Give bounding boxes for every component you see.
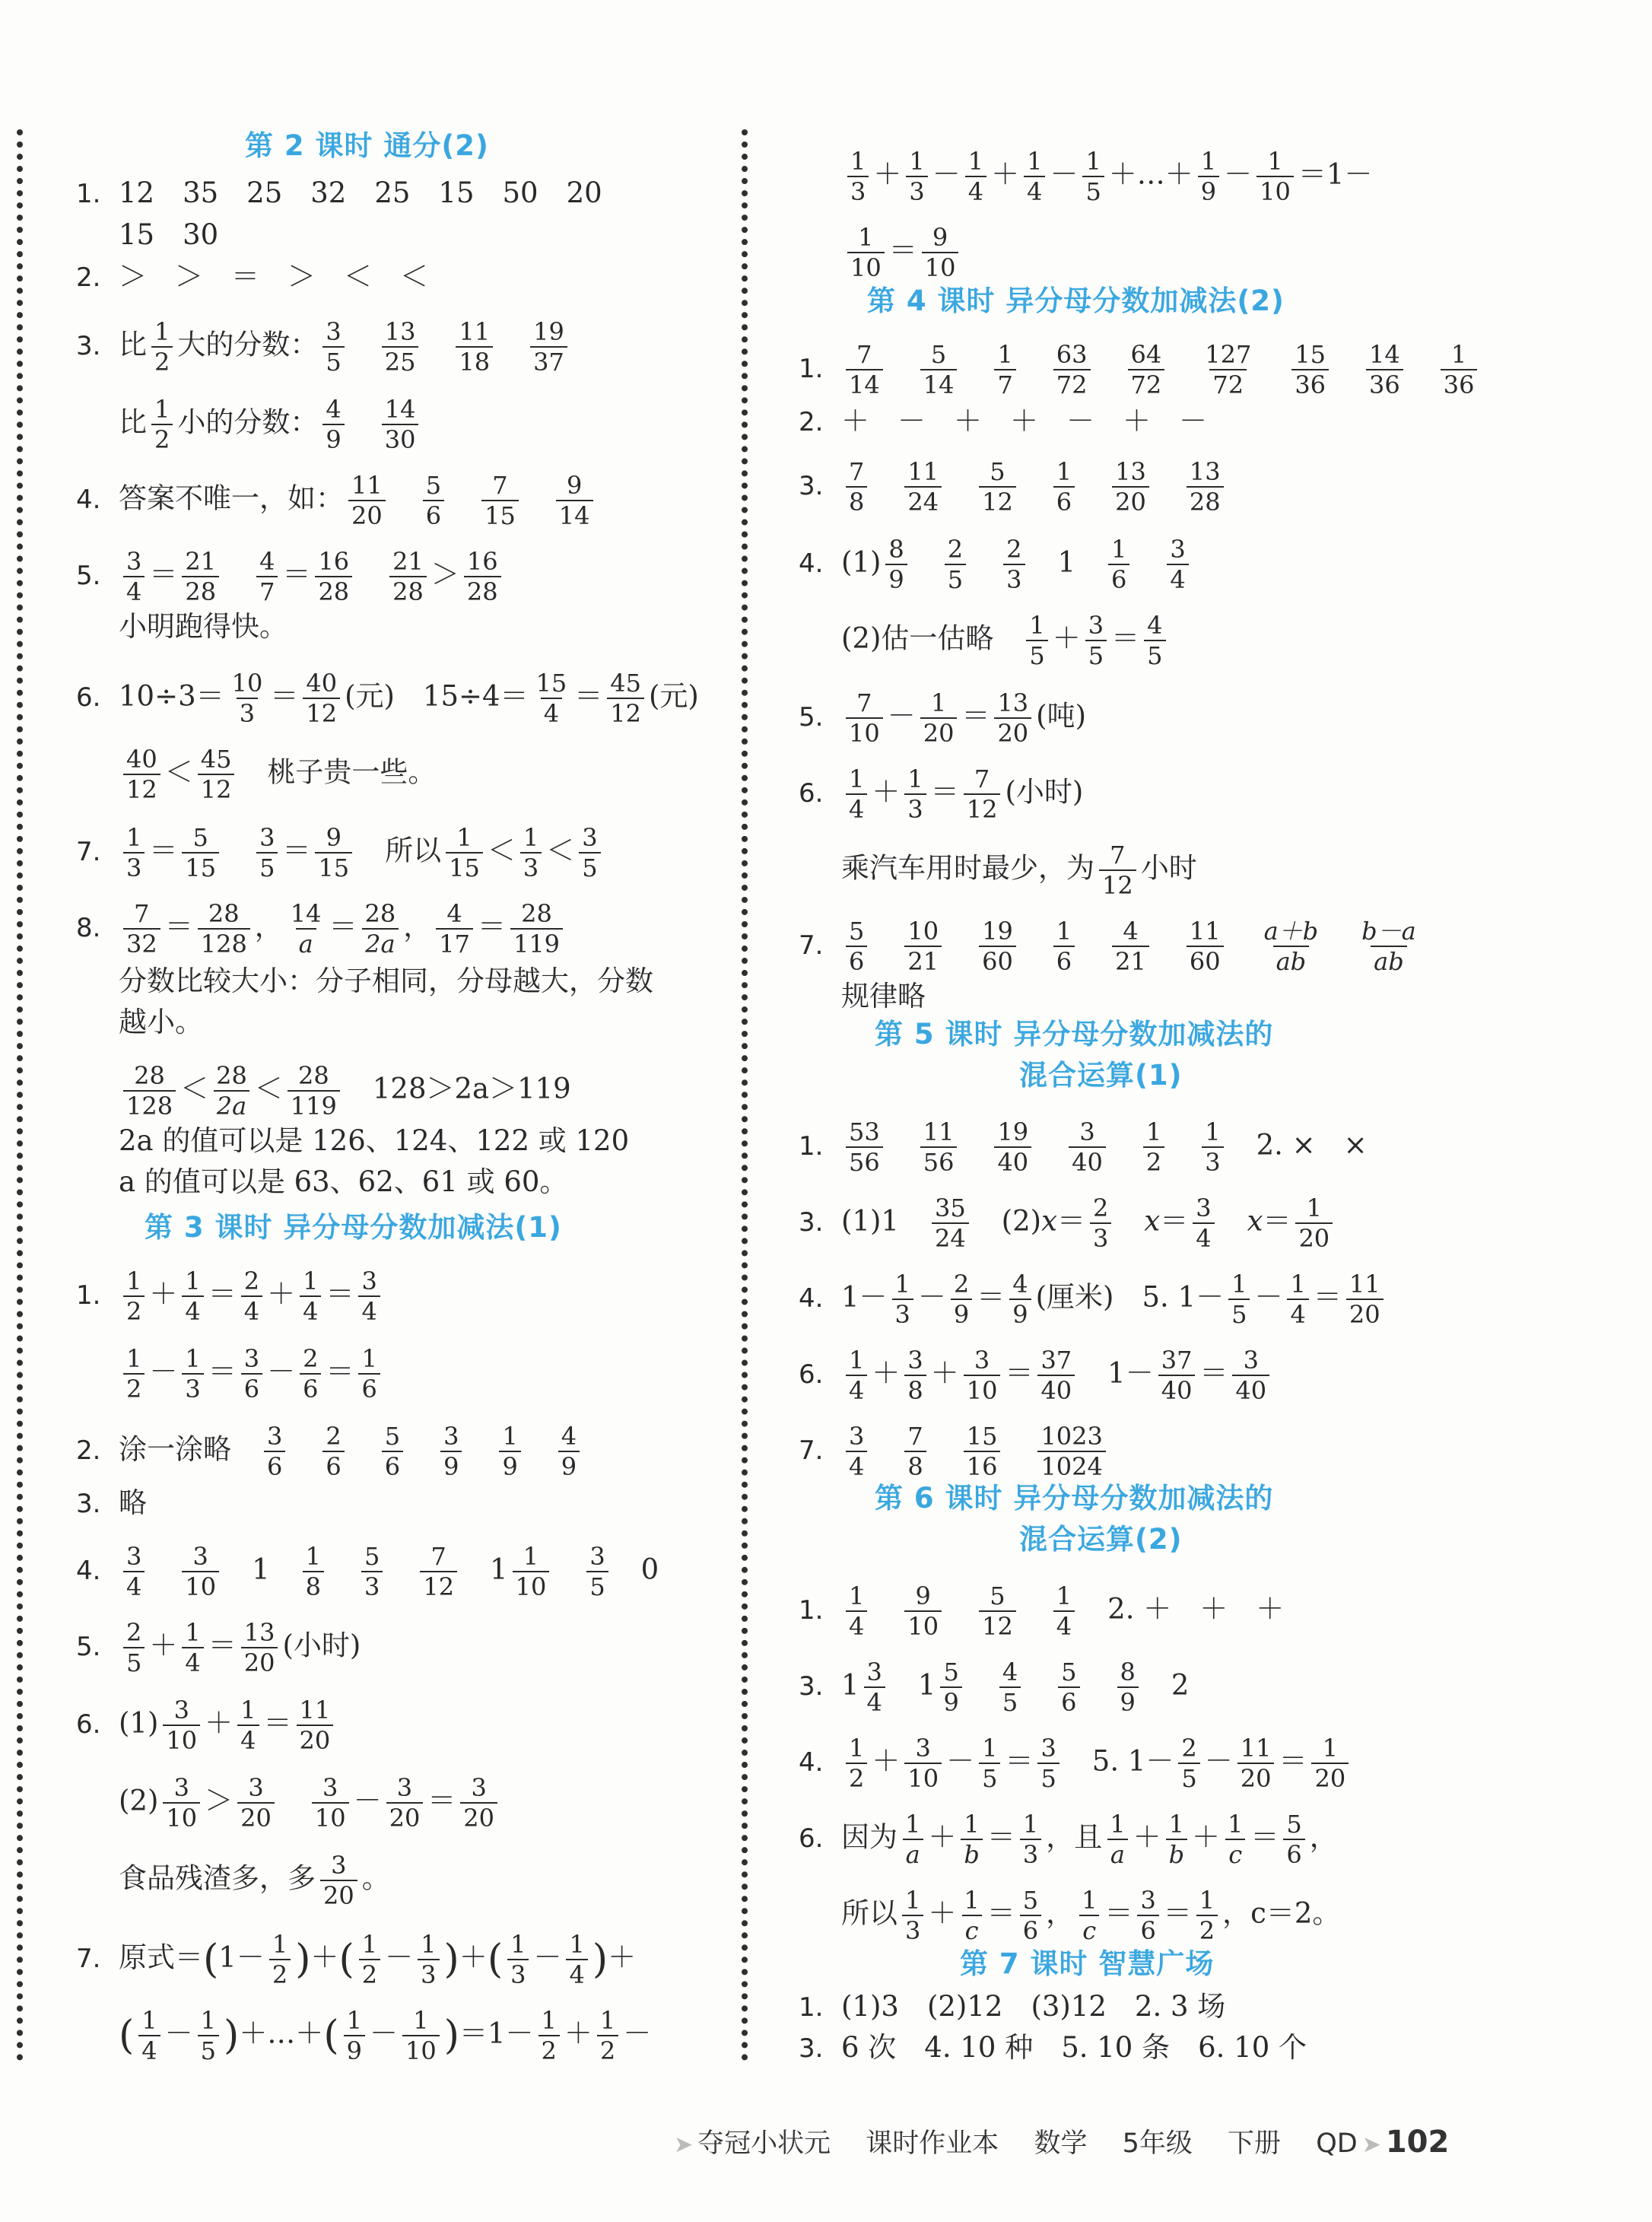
l5-q1: 1. $\frac{53}{56}$ $\frac{11}{56}$ $\frac{19}{40}$ $\frac{3}{40}$ $\frac{1}{2}$ $\frac{1}{3}$ 2. × ×	[799, 1117, 1368, 1177]
l4-q7-b: 规律略	[841, 980, 926, 1012]
left-perforation	[17, 129, 23, 2061]
l3-q5: 5. $\frac{2}{5}$ ＋ $\frac{1}{4}$ ＝ $\frac{13}{20}$ (小时)	[76, 1618, 361, 1677]
l2-q8-rule-cont: 越小。	[119, 1006, 203, 1038]
l4-q1: 1. $\frac{7}{14}$ $\frac{5}{14}$ $\frac{1}{7}$ $\frac{63}{72}$ $\frac{64}{72}$ $\frac{127}{72}$ $\frac{15}{36}$ $\frac{14}{36}$ $\frac{1}{36}$	[799, 342, 1482, 397]
l4-q6: 6. $\frac{1}{4}$ ＋ $\frac{1}{3}$ ＝ $\frac{7}{12}$ (小时)	[799, 765, 1084, 824]
l2-q1-cont: 15 30	[119, 218, 219, 251]
lesson-3-title: 第 3 课时 异分母分数加减法(1)	[145, 1211, 562, 1244]
l2-q8-2a: 2a 的值可以是 126、124、122 或 120	[119, 1124, 630, 1157]
l6-q6-b: 所以 $\frac{1}{3}$ ＋ $\frac{1}{c}$ ＝ $\frac{5}{6}$ ， $\frac{1}{c}$ ＝ $\frac{3}{6}$ ＝ $\frac{1}{2}$ ，c＝2。	[841, 1886, 1341, 1945]
l3-q6: 6. (1) $\frac{3}{10}$ ＋ $\frac{1}{4}$ ＝ $\frac{11}{20}$	[76, 1698, 338, 1753]
l2-q7: 7. $\frac{1}{3}$ ＝ $\frac{5}{15}$ $\frac{3}{5}$ ＝ $\frac{9}{15}$ 所以 $\frac{1}{15}$ ＜ $\frac{1}{3}$ ＜ $\frac{3}{5}$	[76, 825, 605, 880]
l4-q4-b: (2)估一估略 $\frac{1}{5}$ ＋ $\frac{3}{5}$ ＝ $\frac{4}{5}$	[841, 613, 1171, 668]
l2-q6: 6. 10÷3＝ $\frac{10}{3}$ ＝ $\frac{40}{12}$ (元) 15÷4＝ $\frac{15}{4}$ ＝ $\frac{45}{12}$ (元)	[76, 669, 699, 728]
l4-q6-b: 乘汽车用时最少，为 $\frac{7}{12}$ 小时	[841, 841, 1197, 900]
l2-q8-rule: 分数比较大小：分子相同，分母越大，分数	[119, 965, 653, 997]
l7-q3: 3. 6 次 4. 10 种 5. 10 条 6. 10 个	[799, 2031, 1307, 2064]
arrow-icon: ➤	[674, 2131, 694, 2158]
l2-q5: 5. $\frac{3}{4}$ ＝ $\frac{21}{28}$ $\frac{4}{7}$ ＝ $\frac{16}{28}$ $\frac{21}{28}$ ＞ $\frac{16}{28}$	[76, 549, 506, 604]
l2-q1: 1. 12 35 25 32 25 15 50 20	[76, 176, 602, 209]
l5-q3: 3. (1)1 $\frac{35}{24}$ (2)x＝ $\frac{2}{3}$ x＝ $\frac{3}{4}$ x＝ $\frac{1}{20}$	[799, 1196, 1337, 1251]
l2-q3-b: 比 $\frac{1}{2}$ 小的分数： $\frac{4}{9}$ $\frac{14}{30}$	[119, 397, 423, 452]
l3-q7: 7. 原式＝(1－ $\frac{1}{2}$ )＋( $\frac{1}{2}$ － $\frac{1}{3}$ )＋( $\frac{1}{3}$ － $\frac{1}{4}$ )＋	[76, 1930, 637, 1989]
l3-q6-c: 食品残渣多，多 $\frac{3}{20}$ 。	[119, 1851, 390, 1910]
l2-q4: 4. 答案不唯一，如： $\frac{11}{20}$ $\frac{5}{6}$ $\frac{7}{15}$ $\frac{9}{14}$	[76, 473, 598, 528]
l4-q5: 5. $\frac{7}{10}$ － $\frac{1}{20}$ ＝ $\frac{13}{20}$ (吨)	[799, 688, 1087, 748]
l2-q8-compare: $\frac{28}{128}$ ＜ $\frac{28}{2a}$ ＜ $\frac{28}{119}$ 128＞2a＞119	[119, 1063, 571, 1118]
l4-q2: 2. ＋ － ＋ ＋ － ＋ －	[799, 405, 1207, 437]
l3-q1-b: $\frac{1}{2}$ － $\frac{1}{3}$ ＝ $\frac{3}{6}$ － $\frac{2}{6}$ ＝ $\frac{1}{6}$	[119, 1346, 385, 1401]
l2-q3: 3. 比 $\frac{1}{2}$ 大的分数： $\frac{3}{5}$ $\frac{13}{25}$ $\frac{11}{18}$ $\frac{19}{37}$	[76, 319, 572, 374]
lesson-5-title-cont: 混合运算(1)	[1019, 1059, 1183, 1092]
l4-q4: 4. (1) $\frac{8}{9}$ $\frac{2}{5}$ $\frac{2}{3}$ 1 $\frac{1}{6}$ $\frac{3}{4}$	[799, 537, 1193, 592]
lesson-6-title: 第 6 课时 异分母分数加减法的	[875, 1482, 1274, 1515]
l2-q5-b: 小明跑得快。	[119, 610, 288, 643]
footer-brand: 夺冠小状元	[697, 2128, 831, 2159]
page-number: 102	[1385, 2125, 1450, 2160]
lesson-5-title: 第 5 课时 异分母分数加减法的	[875, 1018, 1274, 1051]
l7-q1: 1. (1)3 (2)12 (3)12 2. 3 场	[799, 1990, 1226, 2023]
l4-q7: 7. $\frac{5}{6}$ $\frac{10}{21}$ $\frac{19}{60}$ $\frac{1}{6}$ $\frac{4}{21}$ $\frac{11}{60}$ $\frac{a+b}{ab}$ $\frac{b-a}{ab}$	[799, 917, 1416, 976]
l6-q4: 4. $\frac{1}{2}$ ＋ $\frac{3}{10}$ － $\frac{1}{5}$ ＝ $\frac{3}{5}$ 5. 1－ $\frac{2}{5}$ － $\frac{11}{20}$ ＝ $\frac{1}{20}$	[799, 1736, 1353, 1791]
l5-q4: 4. 1－ $\frac{1}{3}$ － $\frac{2}{9}$ ＝ $\frac{4}{9}$ (厘米) 5. 1－ $\frac{1}{5}$ － $\frac{1}{4}$ ＝ $\frac{11}{20}$	[799, 1272, 1388, 1327]
lesson-4-title: 第 4 课时 异分母分数加减法(2)	[867, 285, 1285, 317]
l3-q4: 4. $\frac{3}{4}$ $\frac{3}{10}$ 1 $\frac{1}{8}$ $\frac{5}{3}$ $\frac{7}{12}$ 1 $\frac{1}{10}$ $\frac{3}{5}$ 0	[76, 1542, 659, 1601]
l3-q7-c: $\frac{1}{3}$ ＋ $\frac{1}{3}$ － $\frac{1}{4}$ ＋ $\frac{1}{4}$ － $\frac{1}{5}$ ＋…＋ $\frac{1}{9}$ － $\frac{1}{10}$ ＝1－	[843, 149, 1372, 204]
lesson-2-title: 第 2 课时 通分(2)	[245, 129, 489, 162]
footer-edition: QD	[1316, 2128, 1358, 2159]
l2-q2: 2. ＞ ＞ ＝ ＞ ＜ ＜	[76, 260, 428, 293]
l3-q2: 2. 涂一涂略 $\frac{3}{6}$ $\frac{2}{6}$ $\frac{5}{6}$ $\frac{3}{9}$ $\frac{1}{9}$ $\frac{4}{9}$	[76, 1424, 584, 1479]
footer-volume: 下册	[1228, 2128, 1282, 2159]
lesson-6-title-cont: 混合运算(2)	[1019, 1523, 1183, 1556]
l6-q3: 3. 1 $\frac{3}{4}$ 1 $\frac{5}{9}$ $\frac{4}{5}$ $\frac{5}{6}$ $\frac{8}{9}$ 2	[799, 1658, 1190, 1717]
footer-grade: 5年级	[1122, 2128, 1193, 2159]
l2-q8: 8. $\frac{7}{32}$ ＝ $\frac{28}{128}$ ， $\frac{14}{a}$ ＝ $\frac{28}{2a}$ ， $\frac{4}{17}$ ＝ $\frac{28}{119}$	[76, 901, 567, 956]
l4-q3: 3. $\frac{7}{8}$ $\frac{11}{24}$ $\frac{5}{12}$ $\frac{1}{6}$ $\frac{13}{20}$ $\frac{13}{28}$	[799, 459, 1228, 514]
lesson-7-title: 第 7 课时 智慧广场	[960, 1947, 1215, 1980]
l2-q6-b: $\frac{40}{12}$ ＜ $\frac{45}{12}$ 桃子贵一些。	[119, 747, 436, 802]
l3-q7-b: ( $\frac{1}{4}$ － $\frac{1}{5}$ )＋…＋( $\frac{1}{9}$ － $\frac{1}{10}$ )＝1－ $\frac{1}{2}$ ＋ $\frac{1}{2}$ －	[119, 2006, 652, 2065]
l2-q8-a: a 的值可以是 63、62、61 或 60。	[119, 1165, 568, 1198]
l6-q1: 1. $\frac{1}{4}$ $\frac{9}{10}$ $\frac{5}{12}$ $\frac{1}{4}$ 2. ＋ ＋ ＋	[799, 1581, 1285, 1641]
footer-subject: 数学	[1034, 2128, 1088, 2159]
center-perforation	[742, 129, 748, 2061]
l3-q3: 3. 略	[76, 1486, 147, 1519]
l3-q7-d: $\frac{1}{10}$ ＝ $\frac{9}{10}$	[843, 225, 963, 280]
l3-q1: 1. $\frac{1}{2}$ ＋ $\frac{1}{4}$ ＝ $\frac{2}{4}$ ＋ $\frac{1}{4}$ ＝ $\frac{3}{4}$	[76, 1269, 385, 1324]
footer-book: 课时作业本	[866, 2128, 999, 2159]
l3-q6-b: (2) $\frac{3}{10}$ ＞ $\frac{3}{20}$ $\frac{3}{10}$ － $\frac{3}{20}$ ＝ $\frac{3}{20}$	[119, 1775, 502, 1830]
arrow-icon: ➤	[1361, 2131, 1381, 2158]
l5-q7: 7. $\frac{3}{4}$ $\frac{7}{8}$ $\frac{15}{16}$ $\frac{1023}{1024}$	[799, 1424, 1110, 1479]
l5-q6: 6. $\frac{1}{4}$ ＋ $\frac{3}{8}$ ＋ $\frac{3}{10}$ ＝ $\frac{37}{40}$ 1－ $\frac{37}{40}$ ＝ $\frac{3}{40}$	[799, 1348, 1274, 1403]
page-footer	[669, 2122, 1449, 2160]
l6-q6: 6. 因为 $\frac{1}{a}$ ＋ $\frac{1}{b}$ ＝ $\frac{1}{3}$ ，且 $\frac{1}{a}$ ＋ $\frac{1}{b}$ ＋ $\frac{1}{c}$ ＝ $\frac{5}{6}$ ，	[799, 1810, 1338, 1869]
